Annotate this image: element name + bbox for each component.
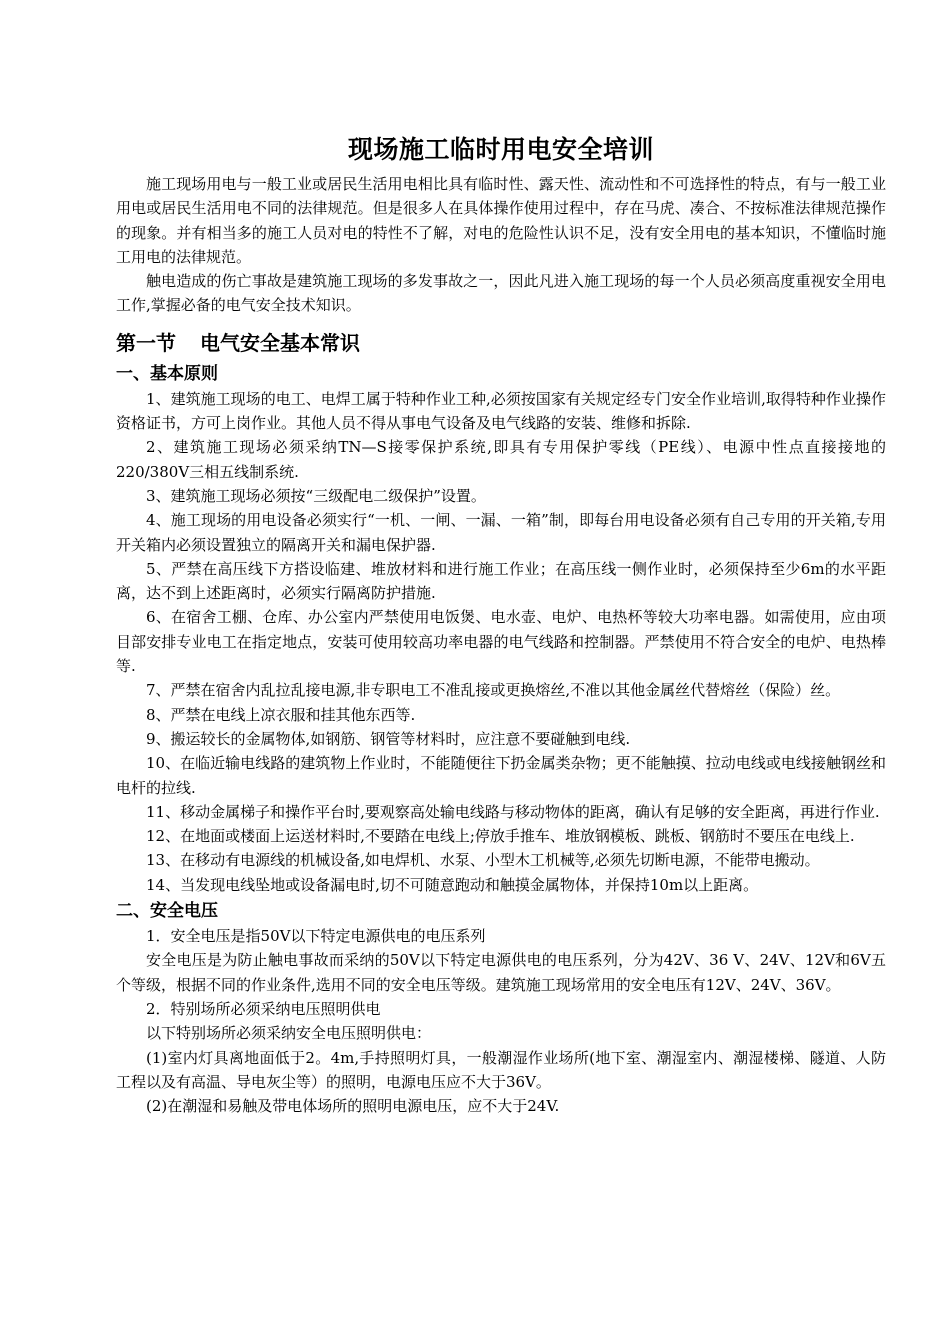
- principle-item: 12、在地面或楼面上运送材料时,不要踏在电线上;停放手推车、堆放钢模板、跳板、钢筋时不要压在电线上.: [146, 827, 855, 846]
- principle-item: 10、在临近输电线路的建筑物上作业时，不能随便往下扔金属类杂物；更不能触摸、拉动电线或电线接触钢丝和电杆的拉线.: [116, 754, 886, 797]
- principle-item: 4、施工现场的用电设备必须实行“一机、一闸、一漏、一箱”制，即每台用电设备必须有自己专用的开关箱,专用开关箱内必须设置独立的隔离开关和漏电保护器.: [116, 511, 886, 554]
- document-title: 现场施工临时用电安全培训: [347, 135, 654, 164]
- voltage-paragraph: (2)在潮湿和易触及带电体场所的照明电源电压，应不大于24V.: [146, 1097, 560, 1116]
- safety-voltage-heading: 二、安全电压: [116, 901, 218, 922]
- basic-principles-heading: 一、基本原则: [116, 363, 218, 384]
- voltage-paragraph: 以下特别场所必须采纳安全电压照明供电：: [146, 1024, 432, 1043]
- section-heading: [116, 328, 886, 358]
- document-body: [116, 132, 886, 1118]
- section-number: 第一节: [116, 330, 176, 355]
- principle-item: 14、当发现电线坠地或设备漏电时,切不可随意跑动和触摸金属物体，并保持10m以上距离。: [146, 875, 759, 894]
- principle-item: 5、严禁在高压线下方搭设临建、堆放材料和进行施工作业；在高压线一侧作业时，必须保持至少6m的水平距离，达不到上述距离时，必须实行隔离防护措施.: [116, 559, 886, 603]
- voltage-paragraph: (1)室内灯具离地面低于2。4m,手持照明灯具，一般潮湿作业场所(地下室、潮湿室内、潮湿楼梯、隧道、人防工程以及有高温、导电灰尘等）的照明，电源电压应不大于36V。: [116, 1048, 886, 1091]
- section-title: 电气安全基本常识: [200, 330, 360, 355]
- principle-item: 9、搬运较长的金属物体,如钢筋、钢管等材料时，应注意不要碰触到电线.: [146, 729, 631, 748]
- principle-item: 6、在宿舍工棚、仓库、办公室内严禁使用电饭煲、电水壶、电炉、电热杯等较大功率电器。如需使用，应由项目部安排专业电工在指定地点，安装可使用较高功率电器的电气线路和控制器。严禁使用不符合安全的电炉、电热棒等.: [116, 608, 886, 676]
- principle-item: 7、严禁在宿舍内乱拉乱接电源,非专职电工不准乱接或更换熔丝,不准以其他金属丝代替熔丝（保险）丝。: [146, 681, 841, 700]
- principle-item: 11、移动金属梯子和操作平台时,要观察高处输电线路与移动物体的距离，确认有足够的安全距离，再进行作业.: [146, 802, 880, 821]
- principle-item: 2、建筑施工现场必须采纳TN—S接零保护系统,即具有专用保护零线（PE线）、电源中性点直接接地的220/380V三相五线制系统.: [116, 438, 886, 481]
- principle-item: 3、建筑施工现场必须按“三级配电二级保护”设置。: [146, 486, 486, 505]
- intro-paragraph-2: 触电造成的伤亡事故是建筑施工现场的多发事故之一，因此凡进入施工现场的每一个人员必须高度重视安全用电工作,掌握必备的电气安全技术知识。: [116, 272, 886, 315]
- voltage-paragraph: 1．安全电压是指50V以下特定电源供电的电压系列: [146, 927, 486, 946]
- principle-item: 8、严禁在电线上凉衣服和挂其他东西等.: [146, 705, 416, 724]
- voltage-paragraph: 2．特别场所必须采纳电压照明供电: [146, 999, 381, 1018]
- voltage-paragraph: 安全电压是为防止触电事故而采纳的50V以下特定电源供电的电压系列，分为42V、36 V、24V、12V和6V五个等级，根据不同的作业条件,选用不同的安全电压等级。建筑施工现场常用的安全电压有12V、24V、36V。: [116, 951, 886, 994]
- principle-item: 1、建筑施工现场的电工、电焊工属于特种作业工种,必须按国家有关规定经专门安全作业培训,取得特种作业操作资格证书，方可上岗作业。其他人员不得从事电气设备及电气线路的安装、维修和拆除.: [116, 389, 886, 433]
- principle-item: 13、在移动有电源线的机械设备,如电焊机、水泵、小型木工机械等,必须先切断电源，不能带电搬动。: [146, 851, 820, 870]
- intro-paragraph-1: 施工现场用电与一般工业或居民生活用电相比具有临时性、露天性、流动性和不可选择性的特点，有与一般工业用电或居民生活用电不同的法律规范。但是很多人在具体操作使用过程中，存在马虎、凑合、不按标准法律规范操作的现象。并有相当多的施工人员对电的特性不了解，对电的危险性认识不足，没有安全用电的基本知识，不懂临时施工用电的法律规范。: [116, 175, 886, 266]
